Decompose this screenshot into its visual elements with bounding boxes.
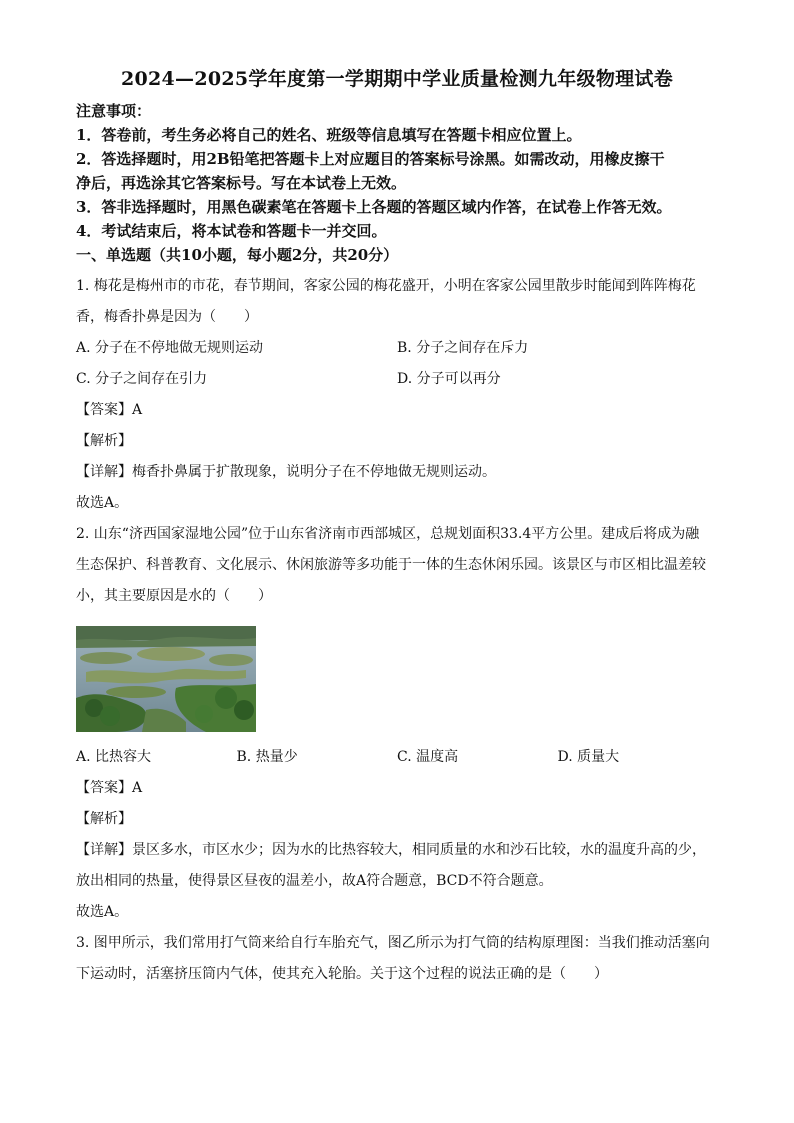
answer-tag: 【答案】 [76,402,132,418]
options [76,742,718,773]
notice-item: 2．答选择题时，用2B铅笔把答题卡上对应题目的答案标号涂黑。如需改动，用橡皮擦干 [76,150,665,168]
page-title: 2024—2025学年度第一学期期中学业质量检测九年级物理试卷 [120,68,674,90]
detail-text: 景区多水，市区水少；因为水的比热容较大，相同质量的水和沙石比较，水的温度升高的少， [132,842,706,858]
wetland-photo [76,626,256,732]
option-d: D. 分子可以再分 [397,371,501,387]
question-text: 3. 图甲所示，我们常用打气筒来给自行车胎充气，图乙所示为打气筒的结构原理图：当我们推动活塞向 [76,935,710,951]
question-1 [76,271,718,519]
detail-text: 放出相同的热量，使得景区昼夜的温差小，故A符合题意，BCD不符合题意。 [76,873,553,889]
notice-item: 4．考试结束后，将本试卷和答题卡一并交回。 [76,222,387,240]
option-a: A. 分子在不停地做无规则运动 [76,340,264,356]
detail-text: 梅香扑鼻属于扩散现象，说明分子在不停地做无规则运动。 [132,464,496,480]
notice-block [76,99,718,267]
question-text: 1. 梅花是梅州市的市花，春节期间，客家公园的梅花盛开，小明在客家公园里散步时能闻到阵阵梅花 [76,278,696,294]
question-text: 香，梅香扑鼻是因为（ ） [76,309,258,325]
option-b: B. 分子之间存在斥力 [397,340,529,356]
option-b: B. 热量少 [236,749,298,765]
detail-line [76,835,718,866]
detail-tag: 【详解】 [76,842,132,858]
answer-line [76,773,718,804]
option-a: A. 比热容大 [76,749,152,765]
conclusion: 故选A。 [76,495,129,511]
notice-item: 净后，再选涂其它答案标号。写在本试卷上无效。 [76,174,407,192]
question-text: 下运动时，活塞挤压筒内气体，使其充入轮胎。关于这个过程的说法正确的是（ ） [76,966,608,982]
question-text: 2. 山东“济西国家湿地公园”位于山东省济南市西部城区，总规划面积33.4平方公里。建成后将成为融 [76,526,700,542]
detail-line [76,457,718,488]
conclusion: 故选A。 [76,904,129,920]
notice-item: 1．答卷前，考生务必将自己的姓名、班级等信息填写在答题卡相应位置上。 [76,126,582,144]
question-2 [76,519,718,928]
answer-value: A [132,402,143,418]
options [76,333,718,395]
question-text: 生态保护、科普教育、文化展示、休闲旅游等多功能于一体的生态休闲乐园。该景区与市区相比温差较 [76,557,706,573]
answer-line [76,395,718,426]
answer-tag: 【答案】 [76,780,132,796]
section-heading: 一、单选题（共10小题，每小题2分，共20分） [76,246,399,264]
exam-page [76,64,718,990]
option-c: C. 分子之间存在引力 [76,371,208,387]
analysis-tag: 【解析】 [76,433,132,449]
notice-item: 3．答非选择题时，用黑色碳素笔在答题卡上各题的答题区域内作答，在试卷上作答无效。 [76,198,672,216]
analysis-tag: 【解析】 [76,811,132,827]
option-d: D. 质量大 [557,749,620,765]
option-c: C. 温度高 [397,749,459,765]
answer-value: A [132,780,143,796]
question-text: 小，其主要原因是水的（ ） [76,588,272,604]
notice-heading: 注意事项： [76,102,152,120]
detail-tag: 【详解】 [76,464,132,480]
question-3 [76,928,718,990]
